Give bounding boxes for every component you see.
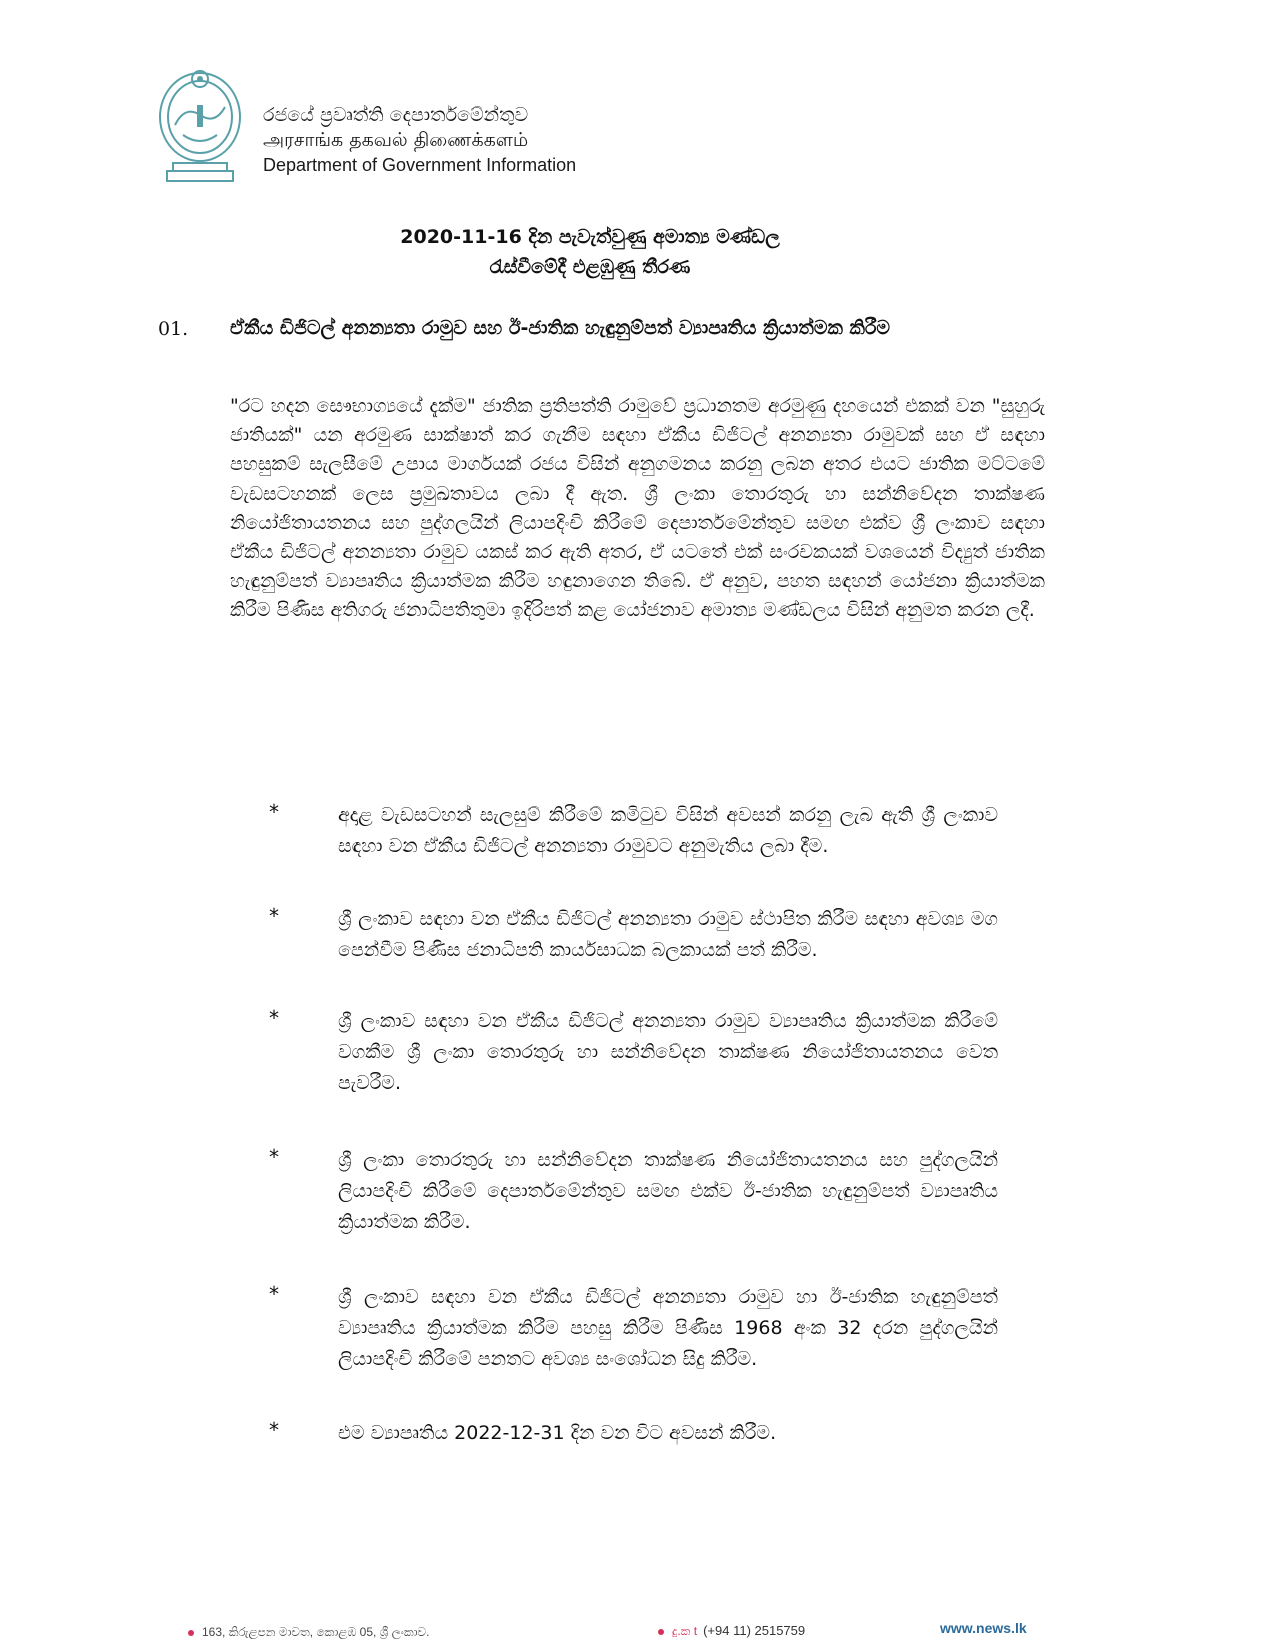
bullet-dot-icon <box>658 1629 664 1635</box>
bullet-text: ශ්‍රී ලංකාව සඳහා වන ඒකීය ඩිජිටල් අනන්‍යතා රාමුව ව්‍යාපෘතිය ක්‍රියාත්මක කිරීමේ වගකීම ශ්‍රී ලංකා තොරතුරු හා සන්නිවේදන තාක්ෂණ නියෝජිතායතනය වෙත පැවරීම. <box>338 1010 998 1094</box>
telephone-label: දු.ක t <box>672 1624 698 1638</box>
page-footer <box>0 1620 1275 1650</box>
bullet-marker: * <box>268 1145 281 1169</box>
item-heading: ඒකීය ඩිජිටල් අනන්‍යතා රාමුව සහ ඊ-ජාතික හැඳුනුම්පත් ව්‍යාපෘතිය ක්‍රියාත්මක කිරීම <box>230 317 891 339</box>
dept-name-tamil: அரசாங்க தகவல் திணைக்களம் <box>263 129 529 151</box>
bullet-text: ශ්‍රී ලංකාව සඳහා වන ඒකීය ඩිජිටල් අනන්‍යතා රාමුව ස්ථාපිත කිරීම සඳහා අවශ්‍ය මග පෙන්වීම පිණිස ජනාධිපති කාර්යසාධක බලකායක් පත් කිරීම. <box>338 908 998 961</box>
decision-bullet-list <box>268 800 998 1458</box>
bullet-text: අදාළ වැඩසටහන් සැලසුම් කිරීමේ කමිටුව විසින් අවසන් කරනු ලැබ ඇති ශ්‍රී ලංකාව සඳහා වන ඒකීය ඩිජිටල් අනන්‍යතා රාමුවට අනුමැතිය ලබා දීම. <box>338 804 998 857</box>
national-emblem-icon <box>155 65 245 185</box>
bullet-text: ශ්‍රී ලංකාව සඳහා වන ඒකීය ඩිජිටල් අනන්‍යතා රාමුව හා ඊ-ජාතික හැඳුනුම්පත් ව්‍යාපෘතිය ක්‍රියාත්මක කිරීම පහසු කිරීම පිණිස 1968 අංක 32 දරන පුද්ගලයින් ලියාපදිංචි කිරීමේ පනතට අවශ්‍ය සංශෝධන සිදු කිරීම. <box>338 1286 998 1370</box>
footer-address <box>188 1625 429 1640</box>
letterhead <box>155 65 715 190</box>
list-item <box>268 904 998 1006</box>
bullet-dot-icon <box>188 1630 194 1636</box>
footer-telephone <box>658 1623 805 1639</box>
dept-name-english: Department of Government Information <box>263 155 577 175</box>
telephone-number: (+94 11) 2515759 <box>703 1623 806 1638</box>
item-number: 01. <box>158 318 189 340</box>
footer-address-text: 163, කිරුළපන මාවත, කොළඹ 05, ශ්‍රී ලංකාව. <box>202 1625 430 1639</box>
bullet-marker: * <box>268 1282 281 1306</box>
footer-website-link[interactable]: www.news.lk <box>940 1620 1027 1636</box>
bullet-marker: * <box>268 1418 281 1442</box>
document-title <box>300 222 880 282</box>
list-item <box>268 1418 998 1458</box>
dept-name-sinhala: රජයේ ප්‍රවෘත්ති දෙපාර්තමේන්තුව <box>263 104 529 126</box>
bullet-marker: * <box>268 800 281 824</box>
list-item <box>268 1282 998 1418</box>
title-line-1: 2020-11-16 දින පැවැත්වුණු අමාත්‍ය මණ්ඩල <box>400 226 780 248</box>
bullet-marker: * <box>268 904 281 928</box>
list-item <box>268 1006 998 1145</box>
item-body-paragraph: "රට හදන සෞභාග්‍යයේ දැක්ම" ජාතික ප්‍රතිපත්ති රාමුවේ ප්‍රධානතම අරමුණු දහයෙන් එකක් වන "සුහුරු ජාතියක්" යන අරමුණ සාක්ෂාත් කර ගැනීම සඳහා ඒකීය ඩිජිටල් අනන්‍යතා රාමුවක් සහ ඒ සඳහා පහසුකම් සැලසීමේ උපාය මාර්ගයක් රජය විසින් අනුගමනය කරනු ලබන අතර එයට ජාතික මට්ටමේ වැඩසටහනක් ලෙස ප්‍රමුඛතාවය ලබා දී ඇත. ශ්‍රී ලංකා තොරතුරු හා සන්නිවේදන තාක්ෂණ නියෝජිතායතනය සහ පුද්ගලයින් ලියාපදිංචි කිරීමේ දෙපාර්තමේන්තුව සමඟ එක්ව ශ්‍රී ලංකාව සඳහා ඒකීය ඩිජිටල් අනන්‍යතා රාමුව යකස් කර ඇති අතර, ඒ යටතේ එක් සංරචකයක් වශයෙන් විද්‍යුත් ජාතික හැඳුනුම්පත් ව්‍යාපෘතිය ක්‍රියාත්මක කිරීම හඳුනාගෙන තිබේ. ඒ අනුව, පහත සඳහන් යෝජනා ක්‍රියාත්මක කිරීම පිණිස අතිගරු ජනාධිපතිතුමා ඉදිරිපත් කළ යෝජනාව අමාත්‍ය මණ්ඩලය විසින් අනුමත කරන ලදී. <box>230 395 1045 622</box>
department-names <box>263 103 576 178</box>
title-line-2: රැස්වීමේදී එළඹුණු තීරණ <box>489 256 691 278</box>
list-item <box>268 800 998 904</box>
bullet-marker: * <box>268 1006 281 1030</box>
bullet-text: ශ්‍රී ලංකා තොරතුරු හා සන්නිවේදන තාක්ෂණ නියෝජිතායතනය සහ පුද්ගලයින් ලියාපදිංචි කිරීමේ දෙපාර්තමේන්තුව සමඟ එක්ව ඊ-ජාතික හැඳුනුම්පත් ව්‍යාපෘතිය ක්‍රියාත්මක කිරීම. <box>338 1149 998 1233</box>
bullet-text: එම ව්‍යාපෘතිය 2022-12-31 දින වන විට අවසන් කිරීම. <box>338 1422 777 1444</box>
list-item <box>268 1145 998 1282</box>
